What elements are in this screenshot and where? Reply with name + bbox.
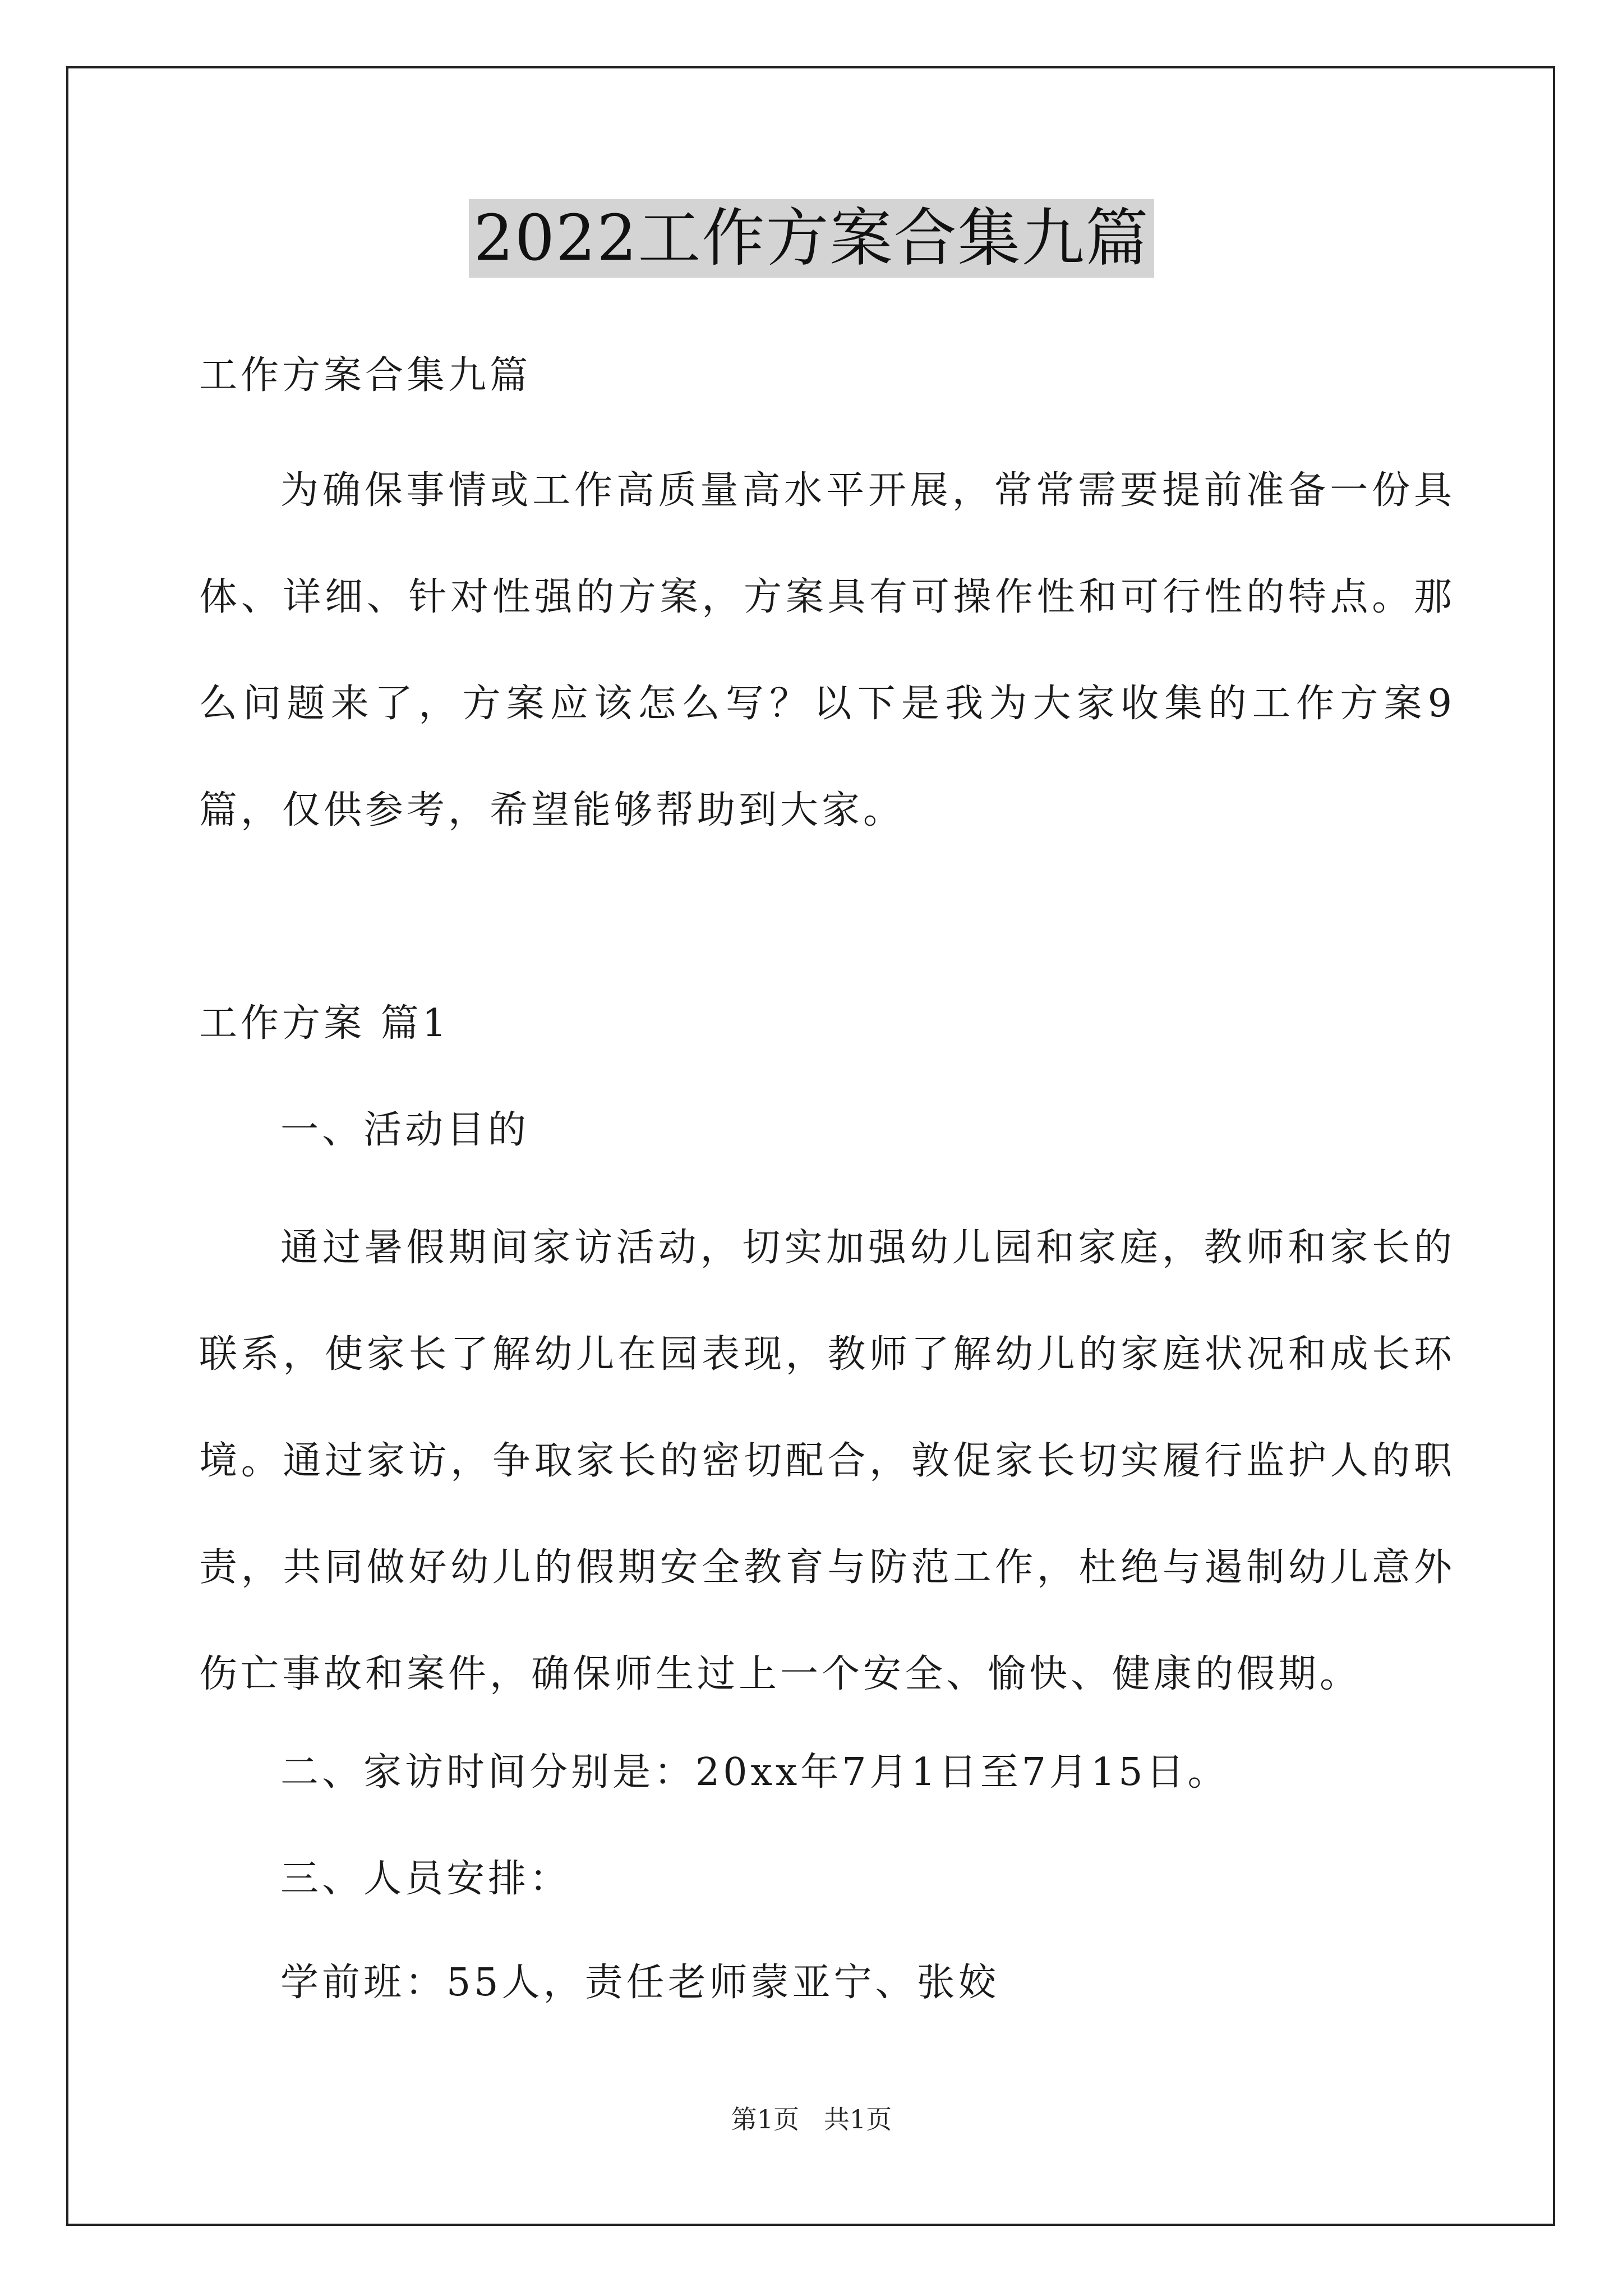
intro-paragraph: 为确保事情或工作高质量高水平开展，常常需要提前准备一份具体、详细、针对性强的方案，方案具有可操作性和可行性的特点。那么问题来了，方案应该怎么写？以下是我为大家收集的工作方案9篇，仅供参考，希望能够帮助到大家。 xyxy=(199,468,1455,832)
item1-body: 通过暑假期间家访活动，切实加强幼儿园和家庭，教师和家长的联系，使家长了解幼儿在园表现，教师了解幼儿的家庭状况和成长环境。通过家访，争取家长的密切配合，敦促家长切实履行监护人的职责，共同做好幼儿的假期安全教育与防范工作，杜绝与遏制幼儿意外伤亡事故和案件，确保师生过上一个安全、愉快、健康的假期。 xyxy=(199,1226,1455,1696)
document-subtitle: 工作方案合集九篇 xyxy=(199,353,532,398)
page-footer: 第1页 共1页 xyxy=(731,2104,892,2134)
item3-heading: 三、人员安排： xyxy=(280,1857,571,1901)
item2-text: 二、家访时间分别是：20xx年7月1日至7月15日。 xyxy=(280,1750,1229,1795)
item3-line: 学前班：55人，责任老师蒙亚宁、张姣 xyxy=(280,1961,1000,2005)
title-wrap xyxy=(0,199,1623,278)
document-title: 2022工作方案合集九篇 xyxy=(469,199,1154,278)
item1-heading: 一、活动目的 xyxy=(280,1108,530,1152)
section-heading: 工作方案 篇1 xyxy=(199,1001,450,1046)
